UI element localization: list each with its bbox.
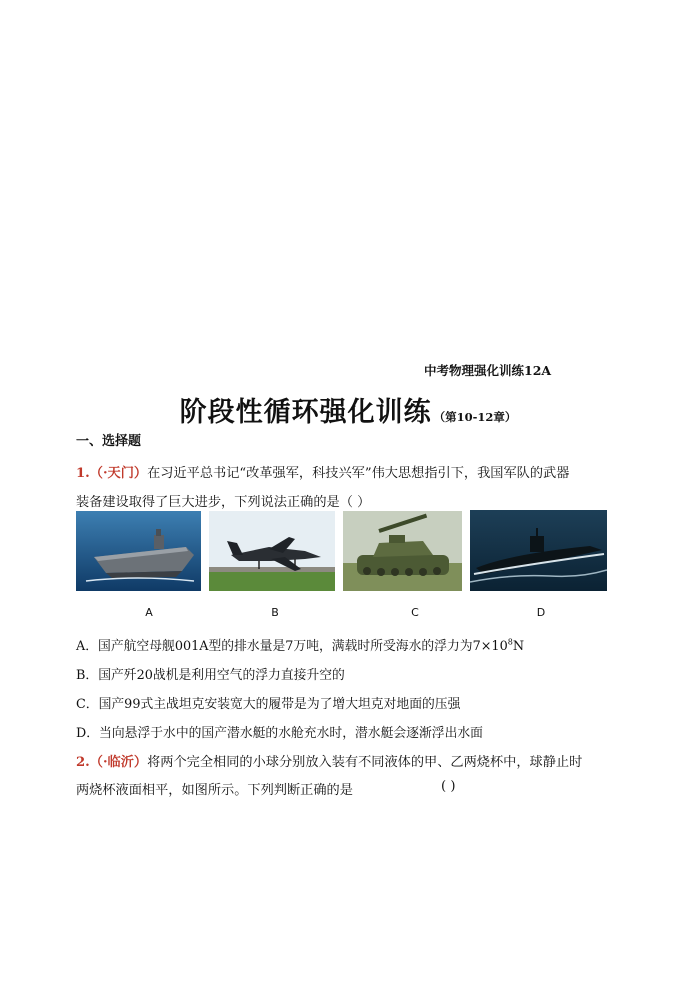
- submarine-photo: [470, 510, 607, 591]
- section-heading: 一、选择题: [76, 434, 142, 449]
- q1-option-a-text: A．国产航空母舰001A型的排水量是7万吨，满载时所受海水的浮力为7×10: [76, 639, 508, 654]
- photo-label-c: C: [411, 606, 419, 619]
- q1-source: （·天门）: [89, 466, 148, 481]
- q2-line1: [76, 751, 582, 770]
- q1-option-a-exponent: 8: [507, 637, 513, 647]
- q2-source: （·临沂）: [89, 755, 148, 770]
- photo-label-d: D: [536, 606, 546, 619]
- q2-answer-paren: ( ): [441, 779, 456, 794]
- series-title: 中考物理强化训练12A: [424, 363, 552, 378]
- q2-line2: 两烧杯液面相平，如图所示。下列判断正确的是: [76, 783, 353, 798]
- q1-option-a: [76, 635, 524, 654]
- tank-photo: [343, 511, 462, 591]
- page-title: [0, 390, 696, 429]
- q2-number: 2.: [76, 755, 90, 770]
- q1-option-a-unit: N: [512, 639, 525, 654]
- aircraft-carrier-photo: [76, 511, 201, 591]
- photo-label-a: A: [145, 606, 153, 619]
- q1-option-b: B．国产歼20战机是利用空气的浮力直接升空的: [76, 668, 345, 683]
- q1-number: 1.: [76, 466, 90, 481]
- q1-line2: 装备建设取得了巨大进步，下列说法正确的是（ ）: [76, 495, 371, 510]
- fighter-jet-photo: [209, 511, 335, 591]
- photo-label-b: B: [271, 606, 279, 619]
- title-main: 阶段性循环强化训练: [179, 397, 432, 428]
- q2-text-1: 将两个完全相同的小球分别放入装有不同液体的甲、乙两烧杯中，球静止时: [147, 755, 583, 770]
- q1-text-1: 在习近平总书记“改革强军，科技兴军”伟大思想指引下，我国军队的武器: [147, 466, 570, 481]
- title-chapters: （第10-12章）: [433, 410, 517, 424]
- q1-option-d: D．当向悬浮于水中的国产潜水艇的水舱充水时，潜水艇会逐渐浮出水面: [76, 726, 483, 741]
- q1-line1: [76, 462, 569, 481]
- q1-option-c: C．国产99式主战坦克安装宽大的履带是为了增大坦克对地面的压强: [76, 697, 461, 712]
